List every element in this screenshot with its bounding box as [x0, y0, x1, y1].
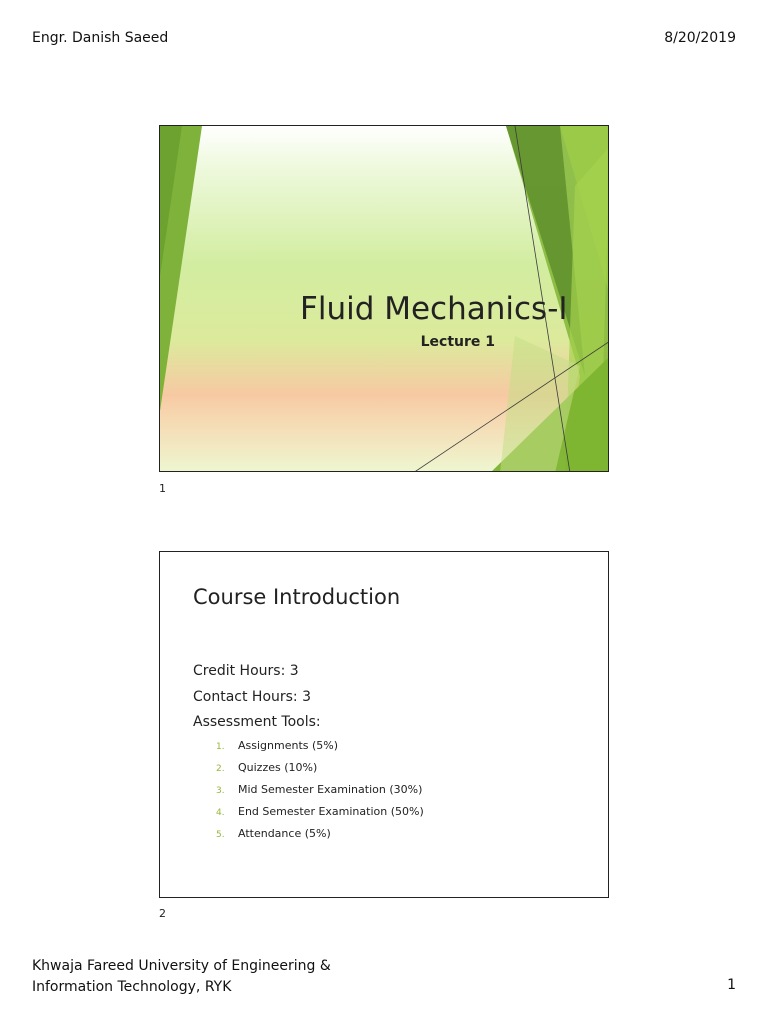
list-item-number: 1. [216, 742, 225, 752]
slide-2-title: Course Introduction [193, 585, 401, 609]
list-item-number: 2. [216, 764, 225, 774]
list-item-text: Assignments (5%) [238, 739, 339, 752]
list-item-number: 5. [216, 830, 225, 840]
list-item-number: 4. [216, 808, 225, 818]
page-number: 1 [727, 977, 736, 993]
footer-line-1: Khwaja Fareed University of Engineering & [32, 958, 331, 974]
slide-1 [159, 125, 609, 472]
slide-2-number: 2 [159, 907, 166, 920]
slide-1-title: Fluid Mechanics-I [300, 291, 568, 327]
list-item [216, 827, 424, 849]
slide-2 [159, 551, 609, 898]
header-author: Engr. Danish Saeed [32, 30, 169, 46]
list-item-text: Attendance (5%) [238, 827, 331, 840]
list-item [216, 761, 424, 783]
slide-1-subtitle: Lecture 1 [420, 334, 495, 350]
header-date: 8/20/2019 [664, 30, 736, 46]
list-item [216, 805, 424, 827]
assessment-tools-line: Assessment Tools: [193, 714, 321, 730]
contact-hours-line: Contact Hours: 3 [193, 689, 312, 705]
credit-hours-line: Credit Hours: 3 [193, 663, 299, 679]
list-item-number: 3. [216, 786, 225, 796]
slide-1-number: 1 [159, 482, 166, 495]
list-item-text: Mid Semester Examination (30%) [238, 783, 423, 796]
assessment-list [216, 739, 424, 849]
footer-line-2: Information Technology, RYK [32, 979, 232, 995]
list-item-text: Quizzes (10%) [238, 761, 318, 774]
list-item [216, 739, 424, 761]
list-item-text: End Semester Examination (50%) [238, 805, 424, 818]
list-item [216, 783, 424, 805]
footer-institution [32, 956, 331, 998]
